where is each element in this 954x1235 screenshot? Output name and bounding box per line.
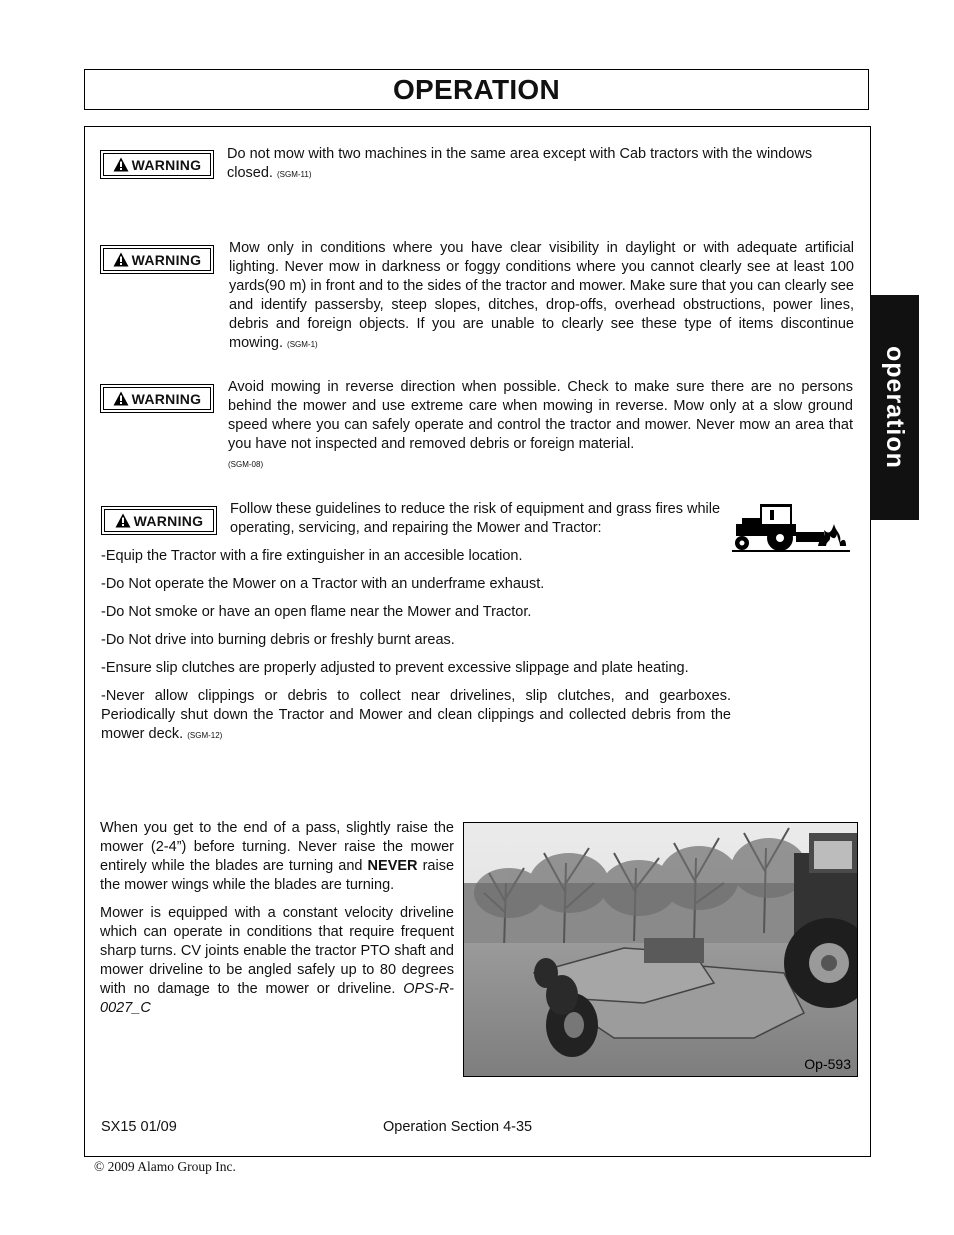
page-header [84,69,869,110]
reference-code: (SGM-08) [228,460,264,469]
list-item: -Do Not drive into burning debris or freshly burnt areas. [101,632,455,648]
warning-text-3: Avoid mowing in reverse direction when possible. Check to make sure there are no persons behind the mower and use extreme care when mowing in reverse. Mow only at a slow ground speed where you can safely operate and control the tractor and mower. Never mow an area that you have not inspected and removed debris or foreign material. (SGM-08) [228,379,853,469]
section-side-tab [870,295,919,520]
warning-label: WARNING [131,390,202,407]
turning-paragraph-1: When you get to the end of a pass, slightly raise the mower (2-4”) before turning. Never raise the mower entirely while the blades are turning and NEVER raise the mower wings while the blades are turning. [100,820,455,893]
mower-photo [463,822,858,1077]
warning-text-4: Follow these guidelines to reduce the risk of equipment and grass fires while operating, servicing, and repairing the Mower and Tractor: [230,501,721,536]
list-item: -Do Not smoke or have an open flame near the Mower and Tractor. [101,604,532,620]
list-item: -Do Not operate the Mower on a Tractor with an underframe exhaust. [101,576,545,592]
warning-label: WARNING [133,512,204,529]
warning-text-2: Mow only in conditions where you have clear visibility in daylight or with adequate artificial lighting. Never mow in darkness or foggy conditions where you cannot clearly see at least 100 yards(90 m) in front and to the sides of the tractor and mower. Make sure that you can clearly see and identify passersby, steep slopes, ditches, drop-offs, overhead obstructions, power lines, debris and foreign objects. If you are unable to clearly see these type of items discontinue mowing. (SGM-1) [229,240,854,351]
warning-badge-4 [101,506,217,535]
reference-code: (SGM-12) [187,731,223,740]
mower-photo-image [464,823,857,1076]
turning-paragraph-2: Mower is equipped with a constant velocity driveline which can operate in conditions that require frequent sharp turns. CV joints enable the tractor PTO shaft and mower driveline to be angled safely up to 80 degrees with no damage to the mower or driveline. OPS-R-0027_C [100,905,454,1016]
list-item: -Equip the Tractor with a fire extinguisher in an accesible location. [101,548,523,564]
warning-badge-1 [100,150,214,179]
side-tab-label: operation [881,346,909,469]
warning-label: WARNING [131,156,202,173]
tractor-fire-icon [730,500,854,554]
figure-label: Op-593 [804,1056,851,1072]
footer-section: Operation Section 4-35 [383,1119,533,1135]
procedure-reference: OPS-R-0027_C [100,981,454,1016]
page-title: OPERATION [392,73,561,105]
reference-code: (SGM-1) [287,340,318,349]
warning-triangle-icon [113,157,129,172]
warning-badge-2 [100,245,214,274]
footer-model: SX15 01/09 [101,1119,177,1135]
warning-triangle-icon [113,252,129,267]
reference-code: (SGM-11) [276,170,312,179]
warning-label: WARNING [131,251,202,268]
warning-badge-3 [100,384,214,413]
warning-triangle-icon [113,391,129,406]
list-item: -Never allow clippings or debris to collect near drivelines, slip clutches, and gearboxes. Periodically shut down the Tractor and Mower and clean clippings and collected debris from the mower deck. (SGM-12) [101,688,731,742]
warning-text-1: Do not mow with two machines in the same area except with Cab tractors with the windows closed. (SGM-11) [227,146,813,181]
list-item: -Ensure slip clutches are properly adjusted to prevent excessive slippage and plate heating. [101,660,689,676]
copyright: © 2009 Alamo Group Inc. [94,1159,236,1174]
warning-triangle-icon [115,513,131,528]
